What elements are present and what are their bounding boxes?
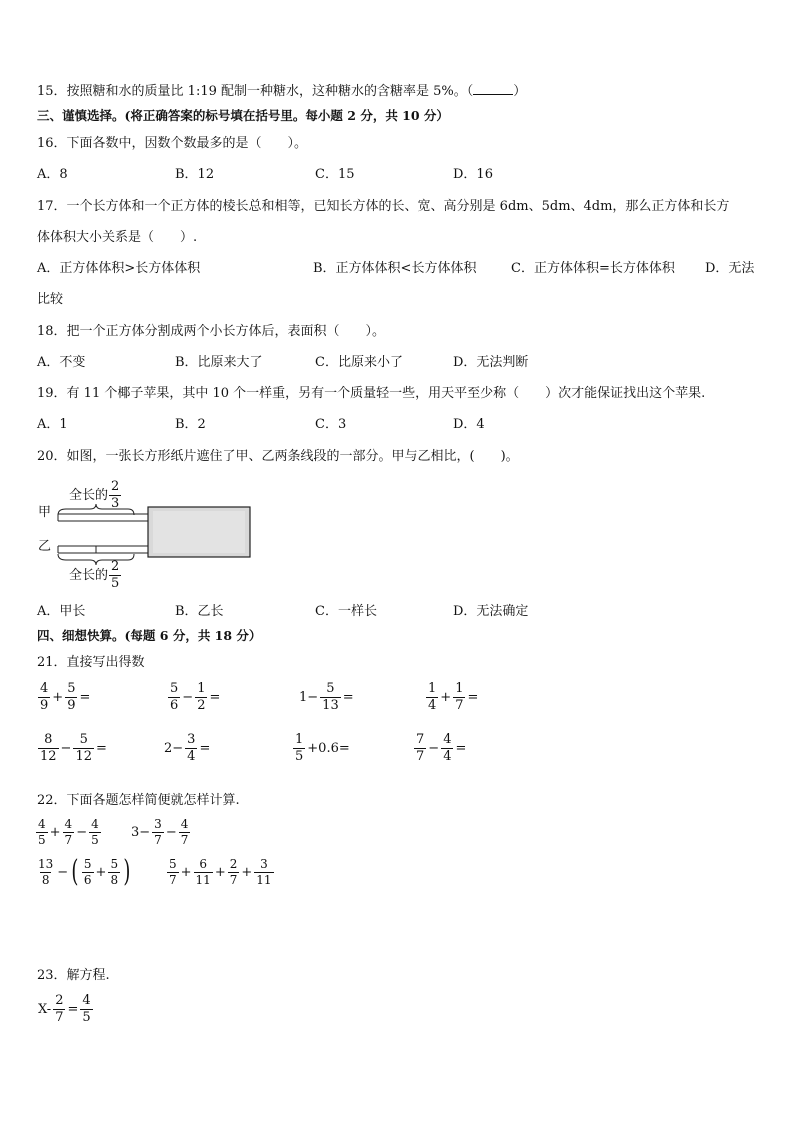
operator: + [49,824,61,840]
q19-option-a[interactable]: A．1 [37,417,68,432]
q23-equation [37,994,94,1024]
question-15-text: 15．按照糖和水的质量比 1:19 配制一种糖水，这种糖水的含糖率是 5%。（ [37,84,474,99]
q18-option-c[interactable]: C．比原来小了 [315,355,403,370]
fraction: $\frac{4}{9}$ [40,681,49,713]
fraction: $\frac{1}{2}$ [197,681,206,713]
operator: − [182,689,194,705]
q17-option-a[interactable]: A．正方体体积>长方体体积 [37,261,201,276]
operator: − [165,824,177,840]
fraction: $\frac{1}{7}$ [455,681,464,713]
fraction: $\frac{13}{8}$ [38,856,54,887]
q21-expr-8 [413,733,467,763]
q22-expr-3: $\frac{13}{8}$ − ( $\frac{5}{6}$ + $\frac{5}{8}$ ) [38,854,131,889]
fraction: $\frac{5}{9}$ [67,681,76,713]
fraction: $\frac{5}{7}$ [169,857,177,887]
fraction: $\frac{4}{5}$ [38,817,46,847]
operator: 2− [164,740,184,756]
q19-option-c[interactable]: C．3 [315,417,347,432]
question-17-line1: 17．一个长方体和一个正方体的棱长总和相等，已知长方体的长、宽、高分别是 6dm、5dm、4dm，那么正方体和长方 [37,199,730,214]
q18-option-d[interactable]: D．无法判断 [453,355,529,370]
operator: + [214,864,226,880]
q17-option-d[interactable]: D．无法 [705,261,755,276]
q18-option-b[interactable]: B．比原来大了 [175,355,263,370]
operator: 1− [299,689,319,705]
fraction: $\frac{5}{13}$ [322,681,339,713]
operator: X- [38,1001,52,1017]
question-18-text: 18．把一个正方体分割成两个小长方体后，表面积（ ）。 [37,324,386,339]
fraction: $\frac{2}{7}$ [55,993,64,1025]
q16-option-a[interactable]: A．8 [37,167,68,182]
q21-expr-3 [298,682,355,712]
operator: = [199,740,211,756]
section-3-title: 三、谨慎选择。(将正确答案的标号填在括号里。每小题 2 分，共 10 分） [37,108,449,123]
operator: = [209,689,221,705]
fraction: $\frac{1}{4}$ [428,681,437,713]
operator: = [467,689,479,705]
bottom-caption: 全长的 $\frac{2}{5}$ [69,559,120,591]
fraction: $\frac{6}{11}$ [195,857,211,887]
question-21-text: 21．直接写出得数 [37,655,145,670]
operator: − [57,864,69,880]
top-fraction: $\frac{2}{3}$ [111,479,120,511]
question-15: 15．按照糖和水的质量比 1:19 配制一种糖水，这种糖水的含糖率是 5%。（ ） [37,84,527,99]
q22-expr-1 [35,818,102,846]
q20-option-c[interactable]: C．一样长 [315,604,377,619]
bottom-fraction: $\frac{2}{5}$ [111,559,120,591]
label-jia: 甲 [38,505,52,520]
section-4-title: 四、细想快算。(每题 6 分，共 18 分） [37,628,262,643]
fraction: $\frac{3}{11}$ [256,857,272,887]
q21-expr-4 [425,682,479,712]
fraction: $\frac{4}{5}$ [91,817,99,847]
question-23-text: 23．解方程. [37,968,110,983]
q20-option-b[interactable]: B．乙长 [175,604,224,619]
question-16-text: 16．下面各数中，因数个数最多的是（ ）。 [37,136,308,151]
q21-expr-5 [37,733,108,763]
operator: +0.6= [307,740,350,756]
fraction: $\frac{3}{4}$ [187,732,196,764]
fraction: $\frac{5}{6}$ [83,856,92,887]
q19-option-d[interactable]: D．4 [453,417,485,432]
q21-expr-2 [167,682,221,712]
fraction: $\frac{8}{12}$ [40,732,57,764]
q22-expr-2 [130,818,191,846]
top-caption: 全长的 $\frac{2}{3}$ [69,479,120,511]
fraction: $\frac{5}{12}$ [75,732,92,764]
q19-option-b[interactable]: B．2 [175,417,206,432]
operator: − [76,824,88,840]
q17-option-c[interactable]: C．正方体体积=长方体体积 [511,261,675,276]
question-22-text: 22．下面各题怎样简便就怎样计算. [37,793,240,808]
q21-expr-1 [37,682,91,712]
question-17-line2: 体体积大小关系是（ ）. [37,230,198,245]
operator: + [180,864,192,880]
q16-option-c[interactable]: C．15 [315,167,355,182]
fraction: $\frac{3}{7}$ [154,817,162,847]
operator: = [67,1001,79,1017]
operator: + [52,689,64,705]
fraction: $\frac{4}{7}$ [180,817,189,847]
operator: − [60,740,72,756]
q22-expr-4 [166,858,275,886]
operator: = [455,740,467,756]
answer-blank[interactable] [473,84,513,95]
label-yi: 乙 [38,539,52,554]
question-20-text: 20．如图，一张长方形纸片遮住了甲、乙两条线段的一部分。甲与乙相比，( )。 [37,449,519,464]
fraction: $\frac{4}{7}$ [64,817,73,847]
segment-figure [36,476,256,591]
operator: = [79,689,91,705]
q17-option-b[interactable]: B．正方体体积<长方体体积 [313,261,477,276]
operator: + [95,864,107,880]
q16-option-b[interactable]: B．12 [175,167,215,182]
operator: = [96,740,107,756]
q16-option-d[interactable]: D．16 [453,167,493,182]
q20-option-a[interactable]: A．甲长 [37,604,86,619]
fraction: $\frac{1}{5}$ [295,732,304,764]
q21-expr-7 [292,733,351,763]
fraction: $\frac{4}{5}$ [82,993,91,1025]
fraction: $\frac{5}{8}$ [110,856,119,887]
fraction: $\frac{4}{4}$ [443,732,452,764]
operator: 3− [131,824,151,840]
fraction: $\frac{5}{6}$ [170,681,179,713]
q20-option-d[interactable]: D．无法确定 [453,604,529,619]
fraction: $\frac{7}{7}$ [416,732,425,764]
operator: + [440,689,452,705]
q17-option-d-continued: 比较 [37,292,64,307]
operator: + [241,864,253,880]
question-19-text: 19．有 11 个椰子苹果，其中 10 个一样重，另有一个质量轻一些，用天平至少称（ ）次才能保证找出这个苹果. [37,386,706,401]
operator: = [342,689,354,705]
q18-option-a[interactable]: A．不变 [37,355,86,370]
operator: − [428,740,440,756]
fraction: $\frac{2}{7}$ [229,857,238,887]
q21-expr-6 [163,733,211,763]
